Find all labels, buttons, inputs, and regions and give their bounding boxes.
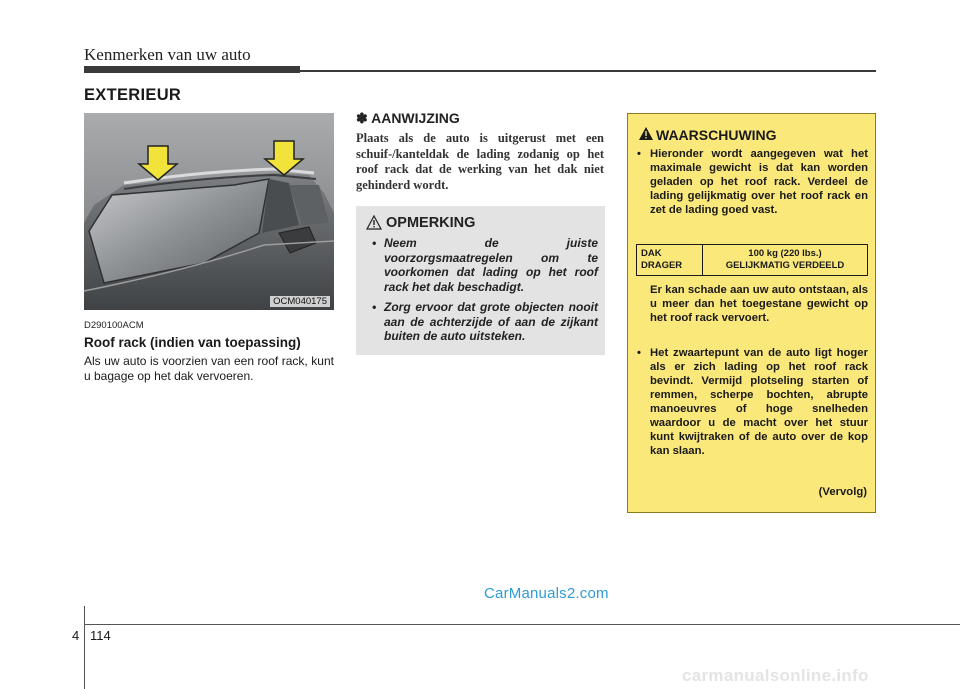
header-rule xyxy=(300,70,876,72)
spec-label xyxy=(637,245,703,275)
roof-rack-illustration xyxy=(84,113,334,310)
continued-label: (Vervolg) xyxy=(818,486,867,498)
chapter-number: 4 xyxy=(72,628,80,643)
list-item: • Zorg ervoor dat grote objecten nooit aan de achterzijde of aan de zijkant buiten de auto uitsteken. xyxy=(370,300,598,344)
waarschuwing-list-2 xyxy=(636,346,868,458)
header-title: Kenmerken van uw auto xyxy=(84,45,251,64)
spec-value-line: GELIJKMATIG VERDEELD xyxy=(725,260,845,271)
warning-triangle-icon xyxy=(366,215,382,230)
list-item: • Neem de juiste voorzorgsmaatregelen om te voorkomen dat lading op het roof rack het dak beschadigt. xyxy=(370,236,598,294)
site-watermark: carmanualsonline.info xyxy=(682,666,869,685)
waarschuwing-box xyxy=(627,113,876,513)
list-item: • Het zwaartepunt van de auto ligt hoger als er zich lading op het roof rack bevindt. Vermijd plotseling starten of remmen, scherpe bochten, abrupte manoeuvres of hoge snelheden waardoor u de macht over het stuur kunt kwijtraken of de auto over de kop kan slaan. xyxy=(636,346,868,458)
roof-rack-heading: Roof rack (indien van toepassing) xyxy=(84,335,301,350)
roof-rack-body: Als uw auto is voorzien van een roof rack, kunt u bagage op het dak vervoeren. xyxy=(84,354,334,383)
opmerking-list xyxy=(370,236,598,350)
note-text: Plaats als de auto is uitgerust met een schuif-/kanteldak de lading zodanig op het roof rack dat de werking van het dak niet gehinderd wordt. xyxy=(356,131,604,192)
figure-code: OCM040175 xyxy=(270,296,330,307)
opmerking-box xyxy=(356,206,605,355)
section-code: D290100ACM xyxy=(84,320,144,331)
warning-triangle-icon xyxy=(638,126,654,141)
header-bar xyxy=(84,66,300,73)
list-item: • Hieronder wordt aangegeven wat het maximale gewicht is dat kan worden geladen op het roof rack. Verdeel de lading gelijkmatig over het roof rack en zet de lading goed vast. xyxy=(636,147,868,217)
spec-label-line: DAK xyxy=(641,248,662,259)
spec-value xyxy=(703,245,867,275)
spec-label-line: DRAGER xyxy=(641,260,683,271)
footer-divider xyxy=(84,606,85,689)
waarschuwing-continuation: Er kan schade aan uw auto ontstaan, als u meer dan het toegestane gewicht op het roof rack vervoert. xyxy=(650,284,868,324)
load-spec-table xyxy=(636,244,868,276)
note-heading: ✽ AANWIJZING xyxy=(356,110,460,126)
watermark-link[interactable]: CarManuals2.com xyxy=(484,585,609,602)
spec-value-line: 100 kg (220 lbs.) xyxy=(748,248,822,259)
page-number: 114 xyxy=(90,628,111,643)
waarschuwing-title: WAARSCHUWING xyxy=(656,127,777,143)
footer-rule xyxy=(84,624,960,625)
waarschuwing-list xyxy=(636,147,868,217)
opmerking-title: OPMERKING xyxy=(386,215,476,231)
car-image xyxy=(84,113,334,310)
section-title: EXTERIEUR xyxy=(84,86,182,104)
